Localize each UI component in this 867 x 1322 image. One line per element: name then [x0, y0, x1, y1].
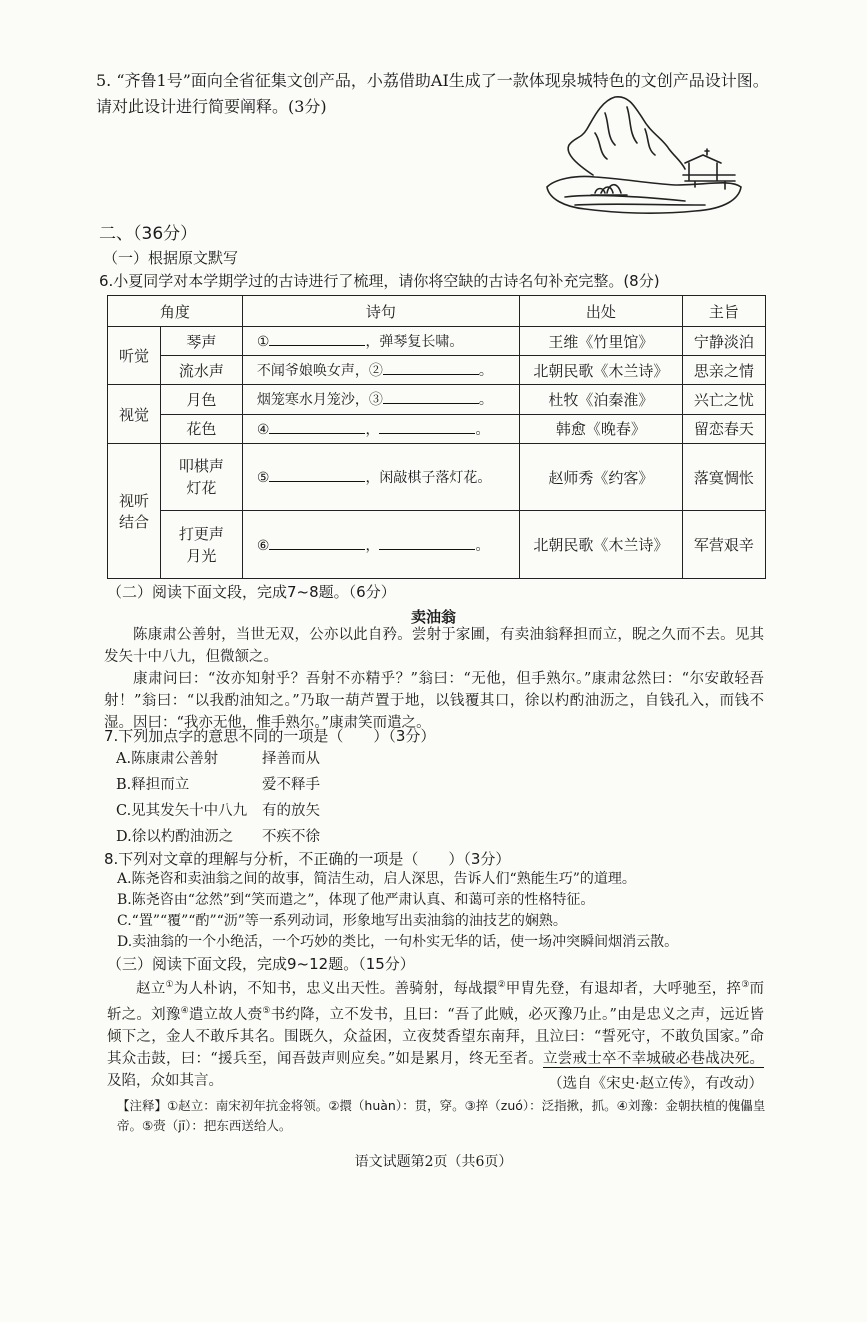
source-cell: 北朝民歌《木兰诗》: [519, 511, 682, 579]
q7-option-a-right: 择善而从: [262, 751, 320, 767]
theme-cell: 兴亡之忧: [682, 385, 765, 414]
underlined-sentence: 立尝戒士卒不幸城破必巷战决死。: [542, 1050, 765, 1067]
table-row: [108, 414, 766, 443]
source-cell: 杜牧《泊秦淮》: [519, 385, 682, 414]
q7-option-c-right: 有的放矢: [262, 803, 320, 819]
q8-option-a: A.陈尧咨和卖油翁之间的故事，简洁生动，启人深思，告诉人们“熟能生巧”的道理。: [117, 871, 636, 887]
table-row: [108, 511, 766, 579]
section-2-heading: 二、（36分）: [99, 224, 198, 244]
answer-blank[interactable]: [379, 535, 475, 550]
page-footer: 语文试题第2页（共6页）: [354, 1154, 513, 1170]
source-cell: 赵师秀《约客》: [519, 443, 682, 511]
passage-paragraph-3: 赵立①为人朴讷，不知书，忠义出天性。善骑射，每战擐②甲胄先登，有退却者，大呼驰至，捽③而斩之。刘豫④遣立故人赍⑤书约降，立不发书，且曰：“吾了此贼，必灭豫乃止。”由是忠义之声，远近皆倾下之，金人不敢斥其名。围既久，众益困，立夜焚香望东南拜，且泣曰：“誓死守，不敢负国家。”命其众击鼓，曰：“援兵至，闻吾鼓声则应矣。”如是累月，终无至者。立尝戒士卒不幸城破必巷战决死。及陷，众如其言。: [107, 980, 765, 1089]
source-cell: 韩愈《晚春》: [519, 414, 682, 443]
aspect-cell: 流水声: [161, 356, 243, 385]
aspect-cell: 打更声 月光: [161, 511, 243, 579]
aspect-cell: 月色: [161, 385, 243, 414]
table-row: [108, 443, 766, 511]
theme-cell: 思亲之情: [682, 356, 765, 385]
group-vision: 视觉: [108, 385, 161, 443]
passage-paragraph-2: 康肃问曰：“汝亦知射乎？吾射不亦精乎？”翁曰：“无他，但手熟尔。”康肃忿然曰：“尔安敢轻吾射！”翁曰：“以我酌油知之。”乃取一葫芦置于地，以钱覆其口，徐以杓酌油沥之，自钱孔入，而钱不湿。因曰：“我亦无他，惟手熟尔。”康肃笑而遣之。: [104, 671, 764, 731]
header-theme: 主旨: [682, 296, 765, 327]
q7-option-a-left: A.陈康肃公善射: [116, 751, 219, 767]
q7-option-b-right: 爱不释手: [262, 777, 320, 793]
question-8: 8.下列对文章的理解与分析，不正确的一项是（ ）（3分）: [104, 850, 511, 868]
q7-option-c-left: C.见其发矢十中八九: [116, 803, 248, 819]
q7-option-b-left: B.释担而立: [116, 777, 190, 793]
poem-table: [107, 295, 766, 579]
table-row: [108, 327, 766, 356]
answer-blank[interactable]: [269, 535, 365, 550]
source-cell: 北朝民歌《木兰诗》: [519, 356, 682, 385]
aspect-cell: 琴声: [161, 327, 243, 356]
header-source: 出处: [519, 296, 682, 327]
header-angle: 角度: [108, 296, 243, 327]
passage-title: 卖油翁: [410, 608, 456, 626]
q7-option-d-left: D.徐以杓酌油沥之: [116, 829, 234, 845]
question-5-line2: 请对此设计进行简要阐释。(3分): [96, 97, 327, 116]
theme-cell: 军营艰辛: [682, 511, 765, 579]
question-5-line1: 5. “齐鲁1号”面向全省征集文创产品，小荔借助AI生成了一款体现泉城特色的文创产品设计图。: [96, 71, 769, 90]
verse-cell: ④ ， 。: [242, 414, 519, 443]
part-3-heading: （三）阅读下面文段，完成9~12题。（15分）: [107, 955, 415, 973]
theme-cell: 落寞惆怅: [682, 443, 765, 511]
q8-option-b: B.陈尧咨由“忿然”到“笑而遣之”，体现了他严肃认真、和蔼可亲的性格特征。: [117, 892, 595, 908]
aspect-cell: 叩棋声 灯花: [161, 443, 243, 511]
part-1-heading: （一）根据原文默写: [103, 249, 239, 267]
question-6: 6.小夏同学对本学期学过的古诗进行了梳理，请你将空缺的古诗名句补充完整。(8分): [99, 272, 660, 290]
part-2-heading: （二）阅读下面文段，完成7~8题。（6分）: [107, 583, 396, 601]
verse-cell: ① ，弹琴复长啸。: [242, 327, 519, 356]
q7-option-d-right: 不疾不徐: [262, 829, 320, 845]
verse-cell: 不闻爷娘唤女声，② 。: [242, 356, 519, 385]
verse-cell: ⑤ ，闲敲棋子落灯花。: [242, 443, 519, 511]
answer-blank[interactable]: [269, 331, 365, 346]
table-row: [108, 356, 766, 385]
annotation-notes: 【注释】①赵立：南宋初年抗金将领。②擐（huàn）：贯，穿。③捽（zuó）：泛指揪，抓。④刘豫：金朝扶植的傀儡皇帝。⑤赍（jī）：把东西送给人。: [117, 1098, 766, 1133]
answer-blank[interactable]: [383, 389, 479, 404]
header-verse: 诗句: [242, 296, 519, 327]
answer-blank[interactable]: [383, 360, 479, 375]
theme-cell: 留恋春天: [682, 414, 765, 443]
answer-blank[interactable]: [269, 419, 365, 434]
table-header-row: [108, 296, 766, 327]
verse-cell: 烟笼寒水月笼沙，③ 。: [242, 385, 519, 414]
verse-cell: ⑥ ， 。: [242, 511, 519, 579]
table-row: [108, 385, 766, 414]
answer-blank[interactable]: [379, 419, 475, 434]
passage-paragraph-1: 陈康肃公善射，当世无双，公亦以此自矜。尝射于家圃，有卖油翁释担而立，睨之久而不去。见其发矢十中八九，但微颔之。: [104, 627, 764, 665]
theme-cell: 宁静淡泊: [682, 327, 765, 356]
group-hearing: 听觉: [108, 327, 161, 385]
question-7: 7.下列加点字的意思不同的一项是（ ）（3分）: [104, 727, 436, 745]
aspect-cell: 花色: [161, 414, 243, 443]
mountain-pavilion-illustration: [535, 93, 747, 217]
q8-option-d: D.卖油翁的一个小绝活，一个巧妙的类比，一句朴实无华的话，使一场冲突瞬间烟消云散。: [117, 934, 679, 950]
group-audiovisual: 视听 结合: [108, 443, 161, 578]
source-cell: 王维《竹里馆》: [519, 327, 682, 356]
passage-source: （选自《宋史·赵立传》，有改动）: [548, 1076, 763, 1092]
answer-blank[interactable]: [269, 467, 365, 482]
q8-option-c: C.“置”“覆”“酌”“沥”等一系列动词，形象地写出卖油翁的油技艺的娴熟。: [117, 913, 567, 929]
